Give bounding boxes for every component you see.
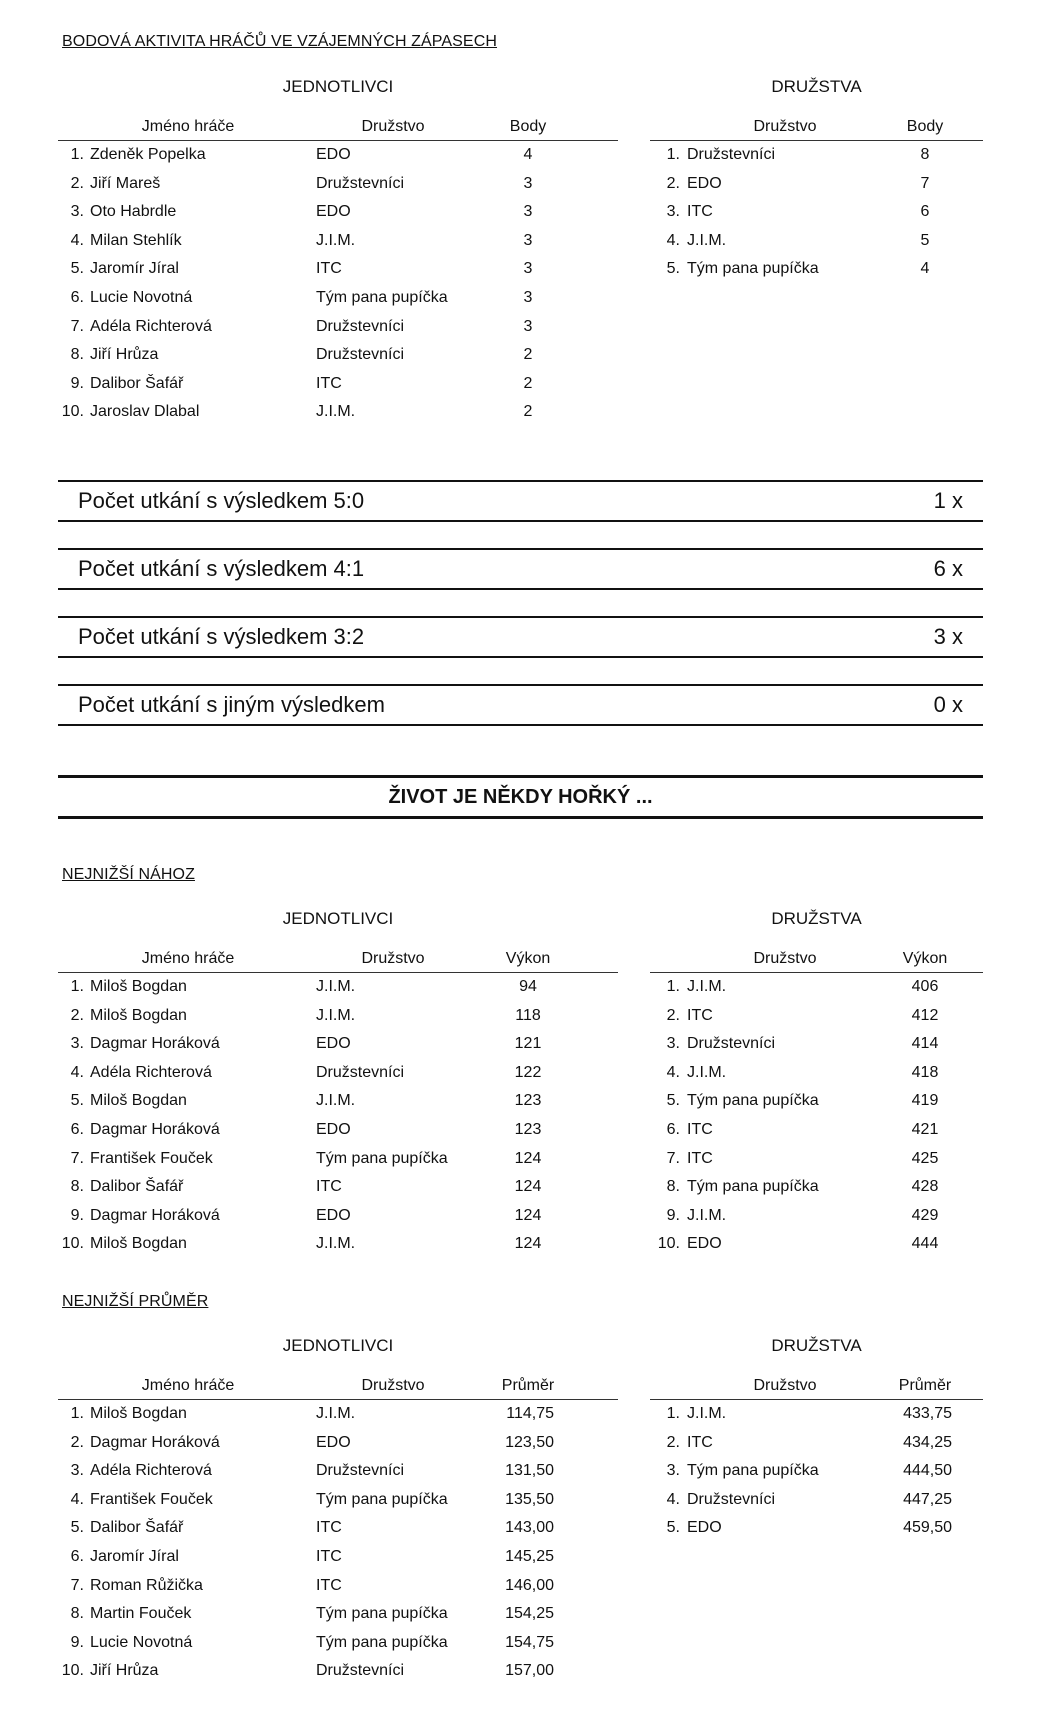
table-row [58,1007,618,1035]
value: 447,25 [903,1490,952,1508]
rank: 5. [70,260,84,278]
value: 6 [920,203,930,221]
value: 444 [911,1235,939,1253]
rank: 1. [70,978,84,995]
table-row [650,1491,983,1519]
table-row [650,1235,983,1263]
team-name: J.I.M. [316,403,356,421]
player-name: Adéla Richterová [90,1063,212,1081]
table-row [58,1491,618,1519]
value: 123 [514,1092,542,1110]
individuals-points-table [58,114,618,424]
table-row [650,1035,983,1063]
banner-text: ŽIVOT JE NĚKDY HOŘKÝ ... [388,786,653,808]
player-name: Adéla Richterová [90,317,212,335]
result-label: Počet utkání s výsledkem 4:1 [78,556,365,581]
rank: 3. [70,1462,84,1480]
teams-throw-table [650,946,983,1256]
table-row [650,203,983,231]
rank: 9. [70,1206,84,1224]
rank: 5. [666,1519,680,1537]
rank: 6. [666,1121,680,1138]
player-name: Dalibor Šafář [90,1178,184,1196]
rank: 2. [70,1006,84,1024]
team-name: J.I.M. [687,231,727,249]
rank: 2. [70,1433,84,1451]
section-title-lowest-throw: NEJNIŽŠÍ NÁHOZ [62,866,195,883]
rank: 8. [70,346,84,364]
col-header-team: Družstvo [361,118,425,135]
rank: 7. [70,317,84,335]
player-name: Dagmar Horáková [90,1433,220,1451]
col-header-value: Body [509,118,547,135]
player-name: Jiří Hrůza [90,1662,159,1680]
rank: 9. [70,1633,84,1651]
team-name: Tým pana pupíčka [316,1490,448,1508]
team-name: EDO [316,1121,351,1138]
table-row [58,1434,618,1462]
col-header-team: Družstvo [753,118,817,135]
team-name: J.I.M. [316,1006,356,1024]
table-row [650,1092,983,1120]
rank: 1. [666,978,680,995]
rank: 3. [666,1035,680,1053]
table-row [58,978,618,1006]
table-row [58,260,618,288]
player-name: Miloš Bogdan [90,978,187,995]
rank: 7. [666,1149,680,1167]
team-name: Družstevníci [687,1490,776,1508]
value: 3 [523,317,533,335]
table-row [58,403,618,431]
result-label: Počet utkání s jiným výsledkem [78,692,385,717]
rank: 3. [70,203,84,221]
table-row [650,1519,983,1547]
value: 4 [523,146,533,163]
section-title-lowest-average: NEJNIŽŠÍ PRŮMĚR [62,1293,209,1310]
table-row [58,1605,618,1633]
team-name: EDO [316,1433,351,1451]
player-name: František Fouček [90,1149,213,1167]
rank: 3. [666,203,680,221]
table-row [58,232,618,260]
team-name: J.I.M. [316,1405,356,1422]
table-row [58,175,618,203]
rank: 4. [70,231,84,249]
team-name: EDO [687,174,722,192]
team-name: J.I.M. [316,231,356,249]
table-row [58,346,618,374]
team-name: ITC [316,1519,342,1537]
rank: 4. [666,231,680,249]
col-header-value: Body [906,118,944,135]
rank: 4. [666,1490,680,1508]
table-row [58,1064,618,1092]
team-name: Tým pana pupíčka [687,260,819,278]
team-name: EDO [316,1035,351,1053]
value: 8 [920,146,930,163]
player-name: Roman Růžička [90,1576,203,1594]
result-row [58,480,983,522]
team-name: EDO [687,1235,722,1253]
team-name: EDO [316,146,351,163]
table-row [58,1092,618,1120]
team-name: Družstevníci [316,317,405,335]
value: 124 [514,1206,542,1224]
table-row [58,1548,618,1576]
result-row [58,616,983,658]
result-label: Počet utkání s výsledkem 3:2 [78,624,365,649]
rank: 1. [666,1405,680,1422]
rank: 10. [61,1235,84,1253]
result-count: 1 x [933,488,963,513]
value: 429 [911,1206,939,1224]
table-row [650,146,983,174]
individuals-title: JEDNOTLIVCI [282,909,394,928]
table-row [58,1662,618,1690]
teams-average-table [650,1373,983,1543]
table-row [58,1462,618,1490]
value: 114,75 [506,1405,554,1422]
player-name: Jiří Mareš [90,174,161,192]
table-row [650,978,983,1006]
table-row [58,1121,618,1149]
table-header [58,1373,618,1400]
player-name: František Fouček [90,1490,213,1508]
team-name: Družstevníci [687,1035,776,1053]
team-name: ITC [316,260,342,278]
individuals-average-table [58,1373,618,1683]
player-name: Miloš Bogdan [90,1235,187,1253]
table-row [650,232,983,260]
table-row [58,1178,618,1206]
col-header-name: Jméno hráče [141,1377,235,1394]
table-row [650,260,983,288]
value: 3 [523,289,533,306]
team-name: ITC [687,1433,713,1451]
rank: 1. [70,146,84,163]
rank: 5. [70,1092,84,1110]
table-row [58,1405,618,1433]
teams-title: DRUŽSTVA [771,1336,862,1355]
team-name: J.I.M. [687,1405,727,1422]
table-row [650,1007,983,1035]
value: 425 [911,1149,939,1167]
value: 3 [523,231,533,249]
table-row [58,1634,618,1662]
player-name: Adéla Richterová [90,1462,212,1480]
rank: 2. [70,174,84,192]
rank: 4. [70,1490,84,1508]
col-header-value: Průměr [898,1377,952,1394]
player-name: Lucie Novotná [90,289,193,306]
value: 157,00 [505,1662,554,1680]
rank: 8. [70,1605,84,1623]
value: 444,50 [903,1462,952,1480]
table-row [58,1207,618,1235]
team-name: Tým pana pupíčka [316,1605,448,1623]
value: 433,75 [903,1405,952,1422]
value: 123 [514,1121,542,1138]
individuals-throw-table [58,946,618,1256]
team-name: ITC [687,1149,713,1167]
player-name: Dalibor Šafář [90,374,184,392]
table-row [650,1064,983,1092]
value: 94 [519,978,537,995]
player-name: Jaroslav Dlabal [90,403,200,421]
player-name: Miloš Bogdan [90,1405,187,1422]
table-header [58,946,618,973]
team-name: EDO [316,203,351,221]
team-name: ITC [687,203,713,221]
table-row [58,1577,618,1605]
player-name: Oto Habrdle [90,203,177,221]
value: 146,00 [505,1576,554,1594]
team-name: J.I.M. [316,1235,356,1253]
table-row [58,146,618,174]
table-header [58,114,618,141]
table-row [58,318,618,346]
team-name: Tým pana pupíčka [316,289,448,306]
rank: 8. [666,1178,680,1196]
result-row [58,548,983,590]
team-name: ITC [687,1006,713,1024]
team-name: Družstevníci [316,1462,405,1480]
value: 3 [523,174,533,192]
value: 143,00 [505,1519,554,1537]
team-name: Družstevníci [316,174,405,192]
rank: 2. [666,1006,680,1024]
team-name: ITC [316,1576,342,1594]
rank: 7. [70,1576,84,1594]
team-name: Družstevníci [687,146,776,163]
table-row [650,1434,983,1462]
value: 145,25 [505,1548,554,1565]
teams-title: DRUŽSTVA [771,909,862,928]
value: 3 [523,260,533,278]
value: 2 [523,374,533,392]
value: 124 [514,1235,542,1253]
rank: 10. [657,1235,680,1253]
table-row [58,1235,618,1263]
table-row [650,1150,983,1178]
col-header-team: Družstvo [753,1377,817,1394]
player-name: Jaromír Jíral [90,260,179,278]
value: 124 [514,1178,542,1196]
rank: 1. [70,1405,84,1422]
value: 3 [523,203,533,221]
player-name: Lucie Novotná [90,1633,193,1651]
col-header-name: Jméno hráče [141,950,235,967]
player-name: Dagmar Horáková [90,1121,220,1138]
player-name: Martin Fouček [90,1605,192,1623]
rank: 9. [70,374,84,392]
value: 414 [911,1035,939,1053]
table-header [650,946,983,973]
table-row [650,1178,983,1206]
value: 2 [523,403,533,421]
team-name: Tým pana pupíčka [687,1092,819,1110]
individuals-title: JEDNOTLIVCI [282,1336,394,1355]
col-header-value: Výkon [902,950,948,967]
value: 135,50 [505,1490,554,1508]
rank: 2. [666,1433,680,1451]
value: 419 [911,1092,939,1110]
rank: 5. [666,260,680,278]
rank: 6. [70,289,84,306]
value: 154,25 [505,1605,554,1623]
team-name: Tým pana pupíčka [316,1149,448,1167]
player-name: Jiří Hrůza [90,346,159,364]
value: 4 [920,260,930,278]
result-count: 3 x [933,624,963,649]
value: 406 [911,978,939,995]
team-name: Tým pana pupíčka [687,1462,819,1480]
value: 118 [515,1006,541,1024]
table-row [650,1462,983,1490]
value: 418 [911,1063,939,1081]
team-name: J.I.M. [316,978,356,995]
rank: 4. [70,1063,84,1081]
team-name: J.I.M. [687,978,727,995]
table-row [650,1405,983,1433]
col-header-team: Družstvo [753,950,817,967]
team-name: Družstevníci [316,1662,405,1680]
rank: 7. [70,1149,84,1167]
table-row [58,1035,618,1063]
rank: 9. [666,1206,680,1224]
team-name: Tým pana pupíčka [316,1633,448,1651]
table-row [650,1207,983,1235]
value: 131,50 [505,1462,554,1480]
value: 459,50 [903,1519,952,1537]
team-name: ITC [687,1121,713,1138]
table-header [650,1373,983,1400]
rank: 4. [666,1063,680,1081]
rank: 6. [70,1548,84,1565]
table-header [650,114,983,141]
team-name: ITC [316,1548,342,1565]
value: 5 [920,231,930,249]
table-row [650,175,983,203]
player-name: Miloš Bogdan [90,1092,187,1110]
rank: 6. [70,1121,84,1138]
result-label: Počet utkání s výsledkem 5:0 [78,488,365,513]
player-name: Dalibor Šafář [90,1519,184,1537]
team-name: EDO [316,1206,351,1224]
col-header-team: Družstvo [361,1377,425,1394]
team-name: ITC [316,1178,342,1196]
rank: 5. [70,1519,84,1537]
table-row [58,289,618,317]
table-row [58,203,618,231]
col-header-name: Jméno hráče [141,118,235,135]
table-row [58,375,618,403]
col-header-value: Výkon [505,950,551,967]
team-name: J.I.M. [687,1063,727,1081]
player-name: Dagmar Horáková [90,1035,220,1053]
rank: 5. [666,1092,680,1110]
result-row [58,684,983,726]
col-header-team: Družstvo [361,950,425,967]
rank: 8. [70,1178,84,1196]
value: 124 [514,1149,542,1167]
table-row [650,1121,983,1149]
result-count: 6 x [933,556,963,581]
value: 421 [911,1121,939,1138]
team-name: ITC [316,374,342,392]
result-count: 0 x [933,692,963,717]
teams-points-table [650,114,983,284]
team-name: Družstevníci [316,346,405,364]
team-name: J.I.M. [687,1206,727,1224]
rank: 10. [61,1662,84,1680]
rank: 2. [666,174,680,192]
banner [58,775,983,819]
value: 154,75 [505,1633,554,1651]
section-title-points: BODOVÁ AKTIVITA HRÁČŮ VE VZÁJEMNÝCH ZÁPASECH [62,33,498,50]
value: 2 [523,346,533,364]
team-name: Tým pana pupíčka [687,1178,819,1196]
col-header-value: Průměr [501,1377,555,1394]
team-name: Družstevníci [316,1063,405,1081]
team-name: EDO [687,1519,722,1537]
rank: 3. [70,1035,84,1053]
value: 428 [911,1178,939,1196]
rank: 3. [666,1462,680,1480]
rank: 10. [61,403,84,421]
player-name: Zdeněk Popelka [90,146,206,163]
value: 434,25 [903,1433,952,1451]
value: 122 [514,1063,542,1081]
player-name: Jaromír Jíral [90,1548,179,1565]
value: 123,50 [505,1433,554,1451]
value: 412 [911,1006,939,1024]
player-name: Dagmar Horáková [90,1206,220,1224]
player-name: Milan Stehlík [90,231,182,249]
teams-title: DRUŽSTVA [771,77,862,96]
player-name: Miloš Bogdan [90,1006,187,1024]
value: 7 [920,174,930,192]
table-row [58,1150,618,1178]
value: 121 [514,1035,542,1053]
individuals-title: JEDNOTLIVCI [282,77,394,96]
table-row [58,1519,618,1547]
rank: 1. [666,146,680,163]
team-name: J.I.M. [316,1092,356,1110]
